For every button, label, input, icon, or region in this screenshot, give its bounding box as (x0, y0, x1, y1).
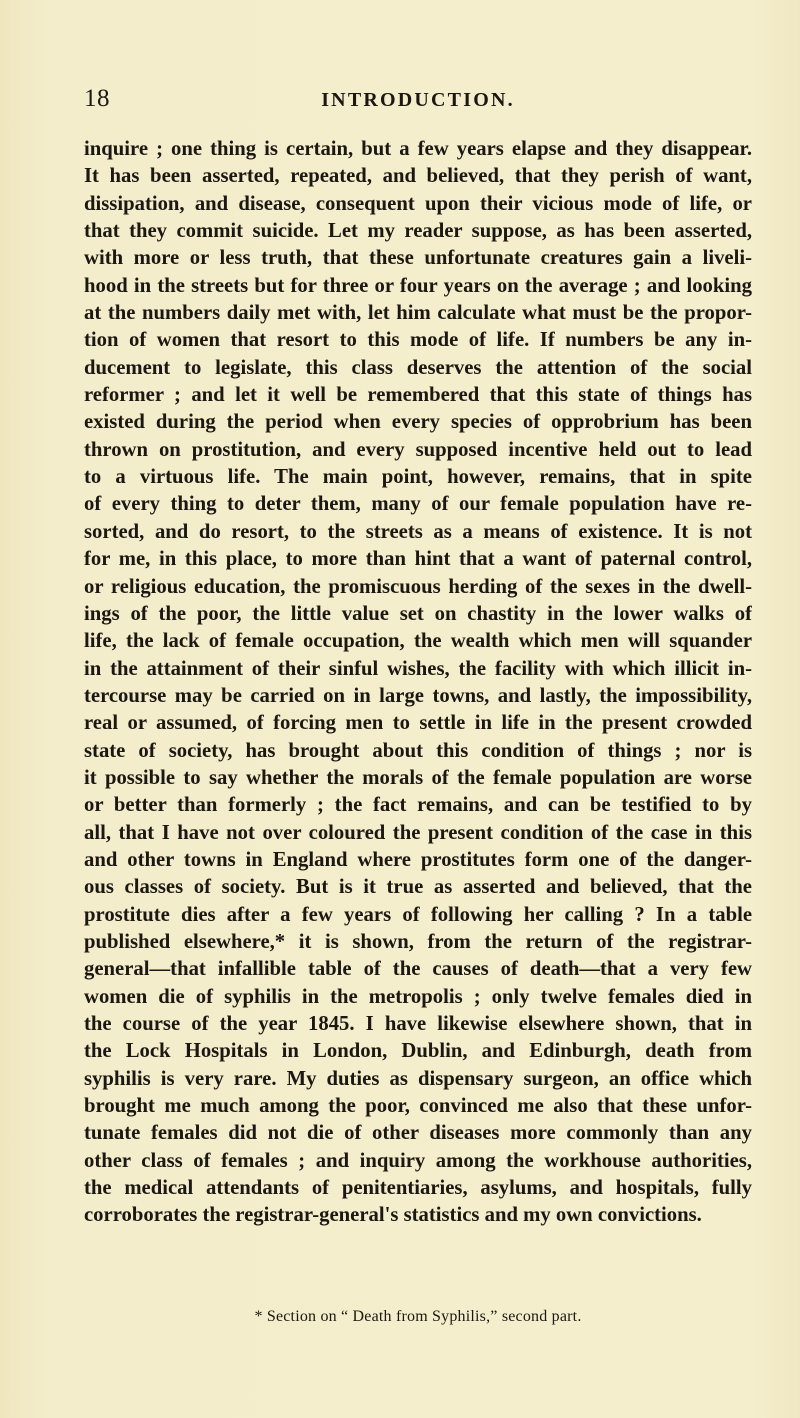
text-line: ous classes of society. But is it true as asserted and believed, that the (84, 876, 752, 899)
text-line: the medical attendants of penitentiaries, asylums, and hospitals, fully (84, 1177, 752, 1200)
text-line: the course of the year 1845. I have likewise elsewhere shown, that in (84, 1013, 752, 1035)
text-line: other class of females ; and inquiry among the workhouse authorities, (84, 1149, 752, 1172)
text-line: dissipation, and disease, consequent upon their vicious mode of life, or (84, 192, 752, 215)
text-line: at the numbers daily met with, let him calculate what must be the propor- (84, 302, 752, 325)
text-line: corroborates the registrar-general's statistics and my own convictions. (84, 1204, 702, 1227)
text-line: tion of women that resort to this mode of life. If numbers be any in- (84, 329, 752, 352)
text-line: for me, in this place, to more than hint that a want of paternal control, (84, 548, 752, 571)
text-line: all, that I have not over coloured the present condition of the case in this (84, 821, 752, 844)
text-line: thrown on prostitution, and every supposed incentive held out to lead (84, 438, 752, 461)
text-line: general—that infallible table of the causes of death—that a very few (84, 958, 752, 981)
running-head (84, 83, 752, 115)
text-line: published elsewhere,* it is shown, from the return of the registrar- (84, 930, 752, 953)
text-line: prostitute dies after a few years of following her calling ? In a table (84, 903, 752, 926)
text-line: state of society, has brought about this condition of things ; nor is (84, 739, 752, 762)
text-line: reformer ; and let it well be remembered that this state of things has (84, 384, 752, 407)
page-number: 18 (84, 85, 110, 112)
footnote: * Section on “ Death from Syphilis,” second part. (254, 1308, 582, 1325)
text-line: that they commit suicide. Let my reader suppose, as has been asserted, (84, 220, 752, 243)
text-line: and other towns in England where prostitutes form one of the danger- (84, 848, 752, 871)
text-line: inquire ; one thing is certain, but a few years elapse and they disappear. (84, 138, 752, 160)
text-line: or religious education, the promiscuous herding of the sexes in the dwell- (84, 575, 752, 598)
text-line: syphilis is very rare. My duties as dispensary surgeon, an office which (84, 1067, 752, 1090)
text-line: women die of syphilis in the metropolis ; only twelve females died in (84, 985, 752, 1008)
text-line: it possible to say whether the morals of the female population are worse (84, 766, 752, 789)
text-line: life, the lack of female occupation, the wealth which men will squander (84, 630, 752, 653)
text-line: the Lock Hospitals in London, Dublin, and Edinburgh, death from (84, 1040, 752, 1063)
text-line: sorted, and do resort, to the streets as a means of existence. It is not (84, 520, 752, 543)
text-line: of every thing to deter them, many of our female population have re- (84, 493, 752, 516)
text-line: brought me much among the poor, convinced me also that these unfor- (84, 1095, 752, 1118)
running-title: INTRODUCTION. (321, 89, 515, 111)
text-line: in the attainment of their sinful wishes, the facility with which illicit in- (84, 657, 752, 680)
text-line: with more or less truth, that these unfortunate creatures gain a liveli- (84, 247, 752, 270)
text-line: to a virtuous life. The main point, however, remains, that in spite (84, 466, 752, 489)
text-line: tunate females did not die of other diseases more commonly than any (84, 1122, 752, 1145)
text-line: hood in the streets but for three or four years on the average ; and looking (84, 274, 752, 297)
text-line: ducement to legislate, this class deserves the attention of the social (84, 356, 752, 379)
text-line: It has been asserted, repeated, and believed, that they perish of want, (84, 165, 752, 188)
text-line: or better than formerly ; the fact remains, and can be testified to by (84, 794, 752, 817)
text-line: real or assumed, of forcing men to settle in life in the present crowded (84, 712, 752, 735)
text-line: tercourse may be carried on in large towns, and lastly, the impossibility, (84, 684, 752, 707)
body-text (84, 136, 752, 1230)
text-line: existed during the period when every species of opprobrium has been (84, 411, 752, 434)
text-line: ings of the poor, the little value set on chastity in the lower walks of (84, 602, 752, 625)
